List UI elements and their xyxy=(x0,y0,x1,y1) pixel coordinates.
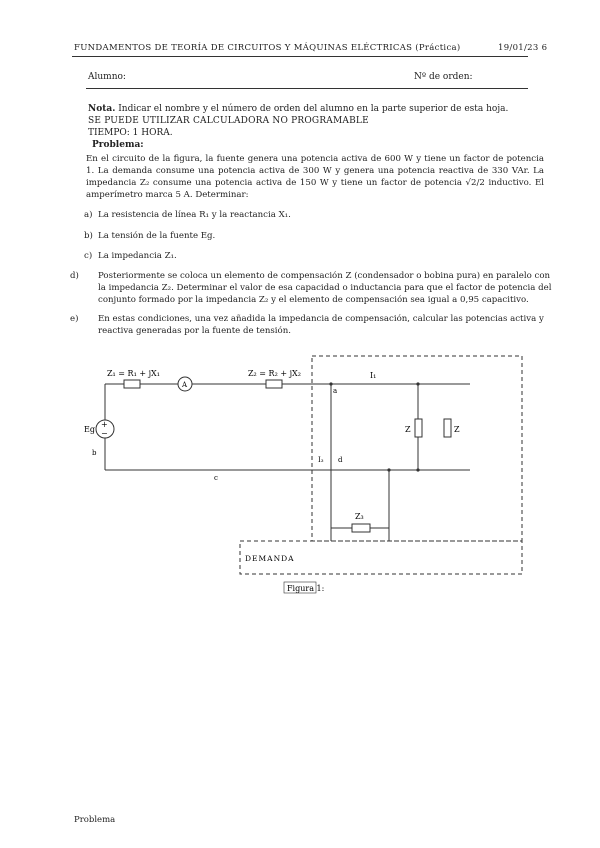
resistor-z xyxy=(415,419,422,437)
load-z-label: Z xyxy=(405,425,411,434)
student-name-label: Alumno: xyxy=(88,72,126,82)
plus-sign: + xyxy=(101,420,108,429)
problem-title: Problema: xyxy=(92,140,144,150)
time-note: TIEMPO: 1 HORA. xyxy=(88,128,173,138)
question-label: d) xyxy=(70,271,79,281)
node-dot xyxy=(329,382,332,385)
calculator-note: SE PUEDE UTILIZAR CALCULADORA NO PROGRAMABLE xyxy=(88,116,369,126)
footer-label: Problema xyxy=(74,815,116,825)
figure-caption: Figura 1: xyxy=(287,584,325,593)
question-label: c) xyxy=(84,251,93,261)
node-dot xyxy=(416,382,419,385)
current-i1-label: I₁ xyxy=(370,371,377,380)
question-label: b) xyxy=(84,231,93,241)
demand-label: DEMANDA xyxy=(245,554,295,563)
question-text: La tensión de la fuente Eg. xyxy=(98,231,216,241)
minus-sign: − xyxy=(101,429,108,438)
comp-z-label: Z xyxy=(454,425,460,434)
ammeter-label: A xyxy=(182,381,188,389)
source-label: Eg xyxy=(84,425,95,434)
node-a-label: a xyxy=(333,387,338,395)
node-b-label: b xyxy=(92,449,97,457)
node-d-label: d xyxy=(338,456,343,464)
course-header: FUNDAMENTOS DE TEORÍA DE CIRCUITOS Y MÁQUINAS ELÉCTRICAS (Práctica) xyxy=(74,43,461,53)
z3-label: Z₃ xyxy=(355,512,364,521)
order-number-label: Nº de orden: xyxy=(414,72,473,82)
problem-statement: En el circuito de la figura, la fuente genera una potencia activa de 600 W y tiene un factor de potencia 1. La demanda consume una potencia activa de 300 W y genera una potencia reactiva de 330 VAr. La impedancia Z₂ consume una potencia activa de 150 W y tiene un factor de potencia √2/2 inductivo. El amperímetro marca 5 A. Determinar: xyxy=(86,154,544,200)
node-dot xyxy=(387,468,390,471)
note-text: Indicar el nombre y el número de orden del alumno en la parte superior de esta hoja. xyxy=(118,104,509,114)
exam-date: 19/01/23 6 xyxy=(498,43,548,53)
resistor-z1-right xyxy=(266,380,282,388)
question-label: a) xyxy=(84,210,93,220)
question-text: En estas condiciones, una vez añadida la impedancia de compensación, calcular las potencias activa y reactiva generadas por la fuente de tensión. xyxy=(98,314,544,336)
resistor-z-comp xyxy=(444,419,451,437)
node-dot xyxy=(416,468,419,471)
current-i3-label: I₃ xyxy=(318,456,324,464)
question-label: e) xyxy=(70,314,79,324)
z1-label: Z₁ = R₁ + jX₁ xyxy=(107,369,160,378)
resistor-z1-left xyxy=(124,380,140,388)
note-label: Nota. xyxy=(88,104,116,114)
question-text: La impedancia Z₁. xyxy=(98,251,177,261)
question-text: La resistencia de línea R₁ y la reactancia X₁. xyxy=(98,210,291,220)
z2-label: Z₂ = R₂ + jX₂ xyxy=(248,369,301,378)
node-c-label: c xyxy=(214,474,218,482)
resistor-z3 xyxy=(352,524,370,532)
question-text: Posteriormente se coloca un elemento de compensación Z (condensador o bobina pura) en paralelo con la impedancia Z₂. Determinar el valor de esa capacidad o inductancia para que el factor de potencia del conjunto formado por la impedancia Z₂ y el elemento de compensación sea igual a 0,95 capacitivo. xyxy=(98,271,552,305)
